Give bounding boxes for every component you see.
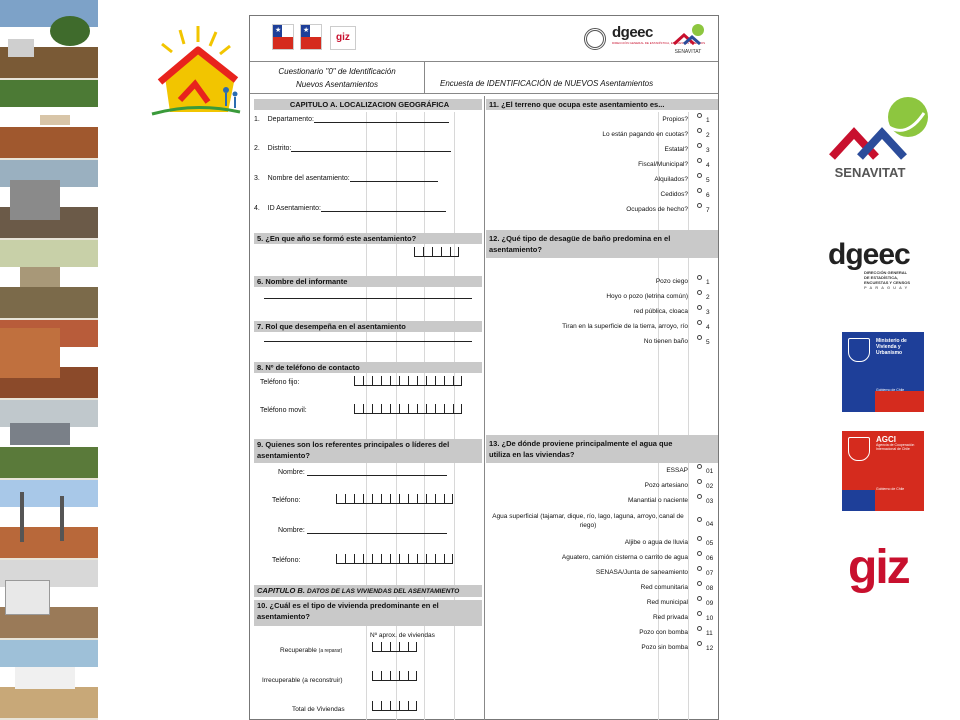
option-code: 5 xyxy=(706,339,710,346)
option-radio[interactable] xyxy=(697,551,702,556)
option-code: 7 xyxy=(706,207,710,214)
option-radio[interactable] xyxy=(697,275,702,280)
option-radio[interactable] xyxy=(697,203,702,208)
option-code: 06 xyxy=(706,555,714,562)
settlement-photo xyxy=(0,320,98,400)
option-label: Alquilados? xyxy=(654,176,688,183)
option-label: Red municipal xyxy=(646,599,688,606)
option-code: 08 xyxy=(706,585,714,592)
option-label: Aguatero, camión cisterna o carrito de agua xyxy=(561,554,688,561)
option-radio[interactable] xyxy=(697,188,702,193)
option-label: red pública, cloaca xyxy=(633,308,688,315)
telefono-fijo-label: Teléfono fijo: xyxy=(260,379,300,386)
informante-line xyxy=(264,292,472,299)
option-radio[interactable] xyxy=(697,517,702,522)
referente-telefono-1-label: Teléfono: xyxy=(272,497,301,504)
option-label: Estatal? xyxy=(664,146,688,153)
giz-logo: giz xyxy=(848,541,909,594)
housing-program-logo xyxy=(140,22,250,122)
option-code: 3 xyxy=(706,147,710,154)
year-boxes xyxy=(414,247,459,257)
option-code: 05 xyxy=(706,540,714,547)
chapter-b-heading: CAPITULO B. DATOS DE LAS VIVIENDAS DEL ASENTAMIENTO xyxy=(254,585,482,597)
recuperable-boxes xyxy=(372,642,417,652)
q7-heading: 7. Rol que desempeña en el asentamiento xyxy=(254,321,482,332)
settlement-photo xyxy=(0,80,98,160)
photo-strip xyxy=(0,0,98,720)
settlement-photo xyxy=(0,640,98,720)
option-radio[interactable] xyxy=(697,464,702,469)
survey-title: Encuesta de IDENTIFICACIÓN de NUEVOS Asentamientos xyxy=(440,79,654,88)
minvu-logo: Ministerio de Vivienda y Urbanismo Gobierno de Chile xyxy=(842,332,924,412)
option-label: Agua superficial (tajamar, dique, río, lago, laguna, arroyo, canal de riego) xyxy=(492,513,684,529)
option-radio[interactable] xyxy=(697,173,702,178)
field-departamento: 1. Departamento: xyxy=(254,116,449,123)
total-viviendas-label: Total de Viviendas xyxy=(292,706,345,713)
referente-nombre-1: Nombre: xyxy=(278,469,447,476)
viviendas-column-header: Nº aprox. de viviendas xyxy=(370,632,435,639)
q6-heading: 6. Nombre del informante xyxy=(254,276,482,287)
option-code: 01 xyxy=(706,468,714,475)
option-code: 09 xyxy=(706,600,714,607)
chile-flag-icon: ★ xyxy=(272,24,294,50)
option-code: 5 xyxy=(706,177,710,184)
option-radio[interactable] xyxy=(697,128,702,133)
option-label: Cedidos? xyxy=(660,191,688,198)
option-label: Fiscal/Municipal? xyxy=(638,161,688,168)
option-label: Pozo con bomba xyxy=(639,629,688,636)
referente-telefono-2-label: Teléfono: xyxy=(272,557,301,564)
form-title-row xyxy=(250,62,718,94)
field-distrito: 2. Distrito: xyxy=(254,145,451,152)
chile-flag-icon: ★ xyxy=(300,24,322,50)
option-code: 2 xyxy=(706,132,710,139)
q13-heading: 13. ¿De dónde proviene principalmente el agua que utiliza en las viviendas? xyxy=(486,435,718,463)
field-nombre-asentamiento: 3. Nombre del asentamiento: xyxy=(254,175,438,182)
q11-heading: 11. ¿El terreno que ocupa este asentamiento es... xyxy=(486,99,718,110)
option-label: Ocupados de hecho? xyxy=(626,206,688,213)
settlement-photo xyxy=(0,0,98,80)
option-code: 1 xyxy=(706,117,710,124)
q5-heading: 5. ¿En que año se formó este asentamiento? xyxy=(254,233,482,244)
telefono-movil-boxes xyxy=(354,404,462,414)
option-radio[interactable] xyxy=(697,611,702,616)
option-label: Manantial o naciente xyxy=(628,497,688,504)
paraguay-seal-icon xyxy=(584,28,606,50)
settlement-photo xyxy=(0,160,98,240)
svg-text:SENAVITAT: SENAVITAT xyxy=(834,165,906,180)
option-code: 4 xyxy=(706,162,710,169)
option-radio[interactable] xyxy=(697,494,702,499)
option-label: Propios? xyxy=(662,116,688,123)
option-code: 6 xyxy=(706,192,710,199)
option-radio[interactable] xyxy=(697,113,702,118)
q12-heading: 12. ¿Qué tipo de desagüe de baño predomina en el asentamiento? xyxy=(486,230,718,258)
q9-heading: 9. Quienes son los referentes principales o líderes del asentamiento? xyxy=(254,439,482,463)
option-radio[interactable] xyxy=(697,536,702,541)
chapter-a-heading: CAPITULO A. LOCALIZACION GEOGRÁFICA xyxy=(254,99,482,110)
irrecuperable-boxes xyxy=(372,671,417,681)
option-label: Pozo ciego xyxy=(655,278,688,285)
option-label: No tienen baño xyxy=(643,338,688,345)
q10-heading: 10. ¿Cuál es el tipo de vivienda predominante en el asentamiento? xyxy=(254,600,482,626)
questionnaire-form xyxy=(249,15,719,720)
telefono-movil-label: Teléfono movil: xyxy=(260,407,307,414)
svg-text:SENAVITAT: SENAVITAT xyxy=(674,49,702,55)
option-label: Lo están pagando en cuotas? xyxy=(602,131,688,138)
option-code: 02 xyxy=(706,483,714,490)
form-title: Cuestionario "0" de Identificación Nuevos Asentamientos xyxy=(250,62,425,94)
option-radio[interactable] xyxy=(697,641,702,646)
telefono-fijo-boxes xyxy=(354,376,462,386)
option-radio[interactable] xyxy=(697,626,702,631)
option-radio[interactable] xyxy=(697,320,702,325)
option-radio[interactable] xyxy=(697,290,702,295)
referente-telefono-1-boxes xyxy=(336,494,453,504)
option-code: 2 xyxy=(706,294,710,301)
option-label: Pozo sin bomba xyxy=(641,644,688,651)
dgeec-small-logo: dgeec DIRECCIÓN GENERAL DE ESTADÍSTICA, ENCUESTAS Y CENSOS xyxy=(612,24,706,45)
option-radio[interactable] xyxy=(697,566,702,571)
giz-small-logo: giz xyxy=(330,26,356,50)
agci-logo: AGCI Agencia de Cooperación Internacional de Chile Gobierno de Chile xyxy=(842,431,924,511)
recuperable-label: Recuperable (a reparar) xyxy=(280,647,343,654)
q8-heading: 8. Nº de teléfono de contacto xyxy=(254,362,482,373)
settlement-photo xyxy=(0,240,98,320)
option-radio[interactable] xyxy=(697,335,702,340)
rol-line xyxy=(264,335,472,342)
option-label: Red privada xyxy=(652,614,688,621)
option-label: Red comunitaria xyxy=(640,584,688,591)
option-code: 10 xyxy=(706,615,714,622)
option-code: 03 xyxy=(706,498,714,505)
option-label: SENASA/Junta de saneamiento xyxy=(595,569,688,576)
irrecuperable-label: Irrecuperable (a reconstruir) xyxy=(262,677,343,684)
option-radio[interactable] xyxy=(697,596,702,601)
option-code: 04 xyxy=(706,521,714,528)
option-code: 3 xyxy=(706,309,710,316)
senavitat-small-logo xyxy=(670,22,706,56)
dgeec-logo: dgeec DIRECCIÓN GENERAL DE ESTADÍSTICA, ENCUESTAS Y CENSOS PARAGUAY xyxy=(828,238,911,290)
option-label: Tiran en la superficie de la tierra, arroyo, río xyxy=(562,323,688,330)
total-viviendas-boxes xyxy=(372,701,417,711)
form-header xyxy=(250,16,718,62)
option-radio[interactable] xyxy=(697,479,702,484)
option-code: 1 xyxy=(706,279,710,286)
settlement-photo xyxy=(0,480,98,560)
option-label: Pozo artesiano xyxy=(644,482,688,489)
field-id-asentamiento: 4. ID Asentamiento: xyxy=(254,205,446,212)
referente-nombre-2: Nombre: xyxy=(278,527,447,534)
option-radio[interactable] xyxy=(697,581,702,586)
option-code: 4 xyxy=(706,324,710,331)
settlement-photo xyxy=(0,560,98,640)
senavitat-logo xyxy=(826,95,936,185)
option-code: 12 xyxy=(706,645,714,652)
option-label: ESSAP xyxy=(666,467,688,474)
option-radio[interactable] xyxy=(697,305,702,310)
option-radio[interactable] xyxy=(697,158,702,163)
option-code: 07 xyxy=(706,570,714,577)
option-radio[interactable] xyxy=(697,143,702,148)
option-label: Aljibe o agua de lluvia xyxy=(624,539,688,546)
option-code: 11 xyxy=(706,630,713,637)
option-label: Hoyo o pozo (letrina común) xyxy=(606,293,688,300)
settlement-photo xyxy=(0,400,98,480)
referente-telefono-2-boxes xyxy=(336,554,453,564)
